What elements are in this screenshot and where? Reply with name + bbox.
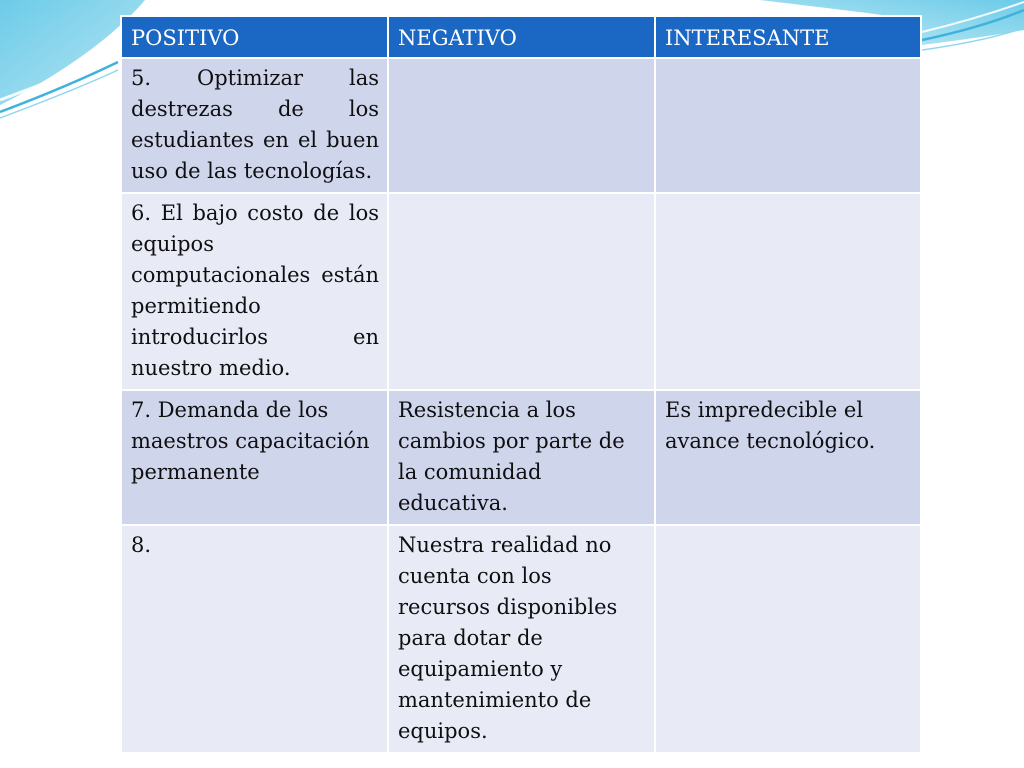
cell-interesante	[655, 525, 921, 753]
cell-interesante	[655, 193, 921, 390]
header-row	[121, 16, 921, 58]
cell-negativo	[388, 58, 655, 193]
header-interesante: INTERESANTE	[655, 16, 921, 58]
table-row	[121, 390, 921, 525]
table-row	[121, 193, 921, 390]
cell-positivo: 6. El bajo costo de los equipos computacionales están permitiendo introducirlos en nuestro medio.	[121, 193, 388, 390]
pmi-table	[120, 15, 922, 754]
cell-negativo: Nuestra realidad no cuenta con los recursos disponibles para dotar de equipamiento y mantenimiento de equipos.	[388, 525, 655, 753]
cell-negativo	[388, 193, 655, 390]
header-positivo: POSITIVO	[121, 16, 388, 58]
header-negativo: NEGATIVO	[388, 16, 655, 58]
cell-positivo: 8.	[121, 525, 388, 753]
table-row	[121, 525, 921, 753]
cell-negativo: Resistencia a los cambios por parte de la comunidad educativa.	[388, 390, 655, 525]
cell-positivo: 5. Optimizar las destrezas de los estudiantes en el buen uso de las tecnologías.	[121, 58, 388, 193]
cell-interesante	[655, 58, 921, 193]
cell-interesante: Es impredecible el avance tecnológico.	[655, 390, 921, 525]
table-row	[121, 58, 921, 193]
cell-positivo: 7. Demanda de los maestros capacitación permanente	[121, 390, 388, 525]
